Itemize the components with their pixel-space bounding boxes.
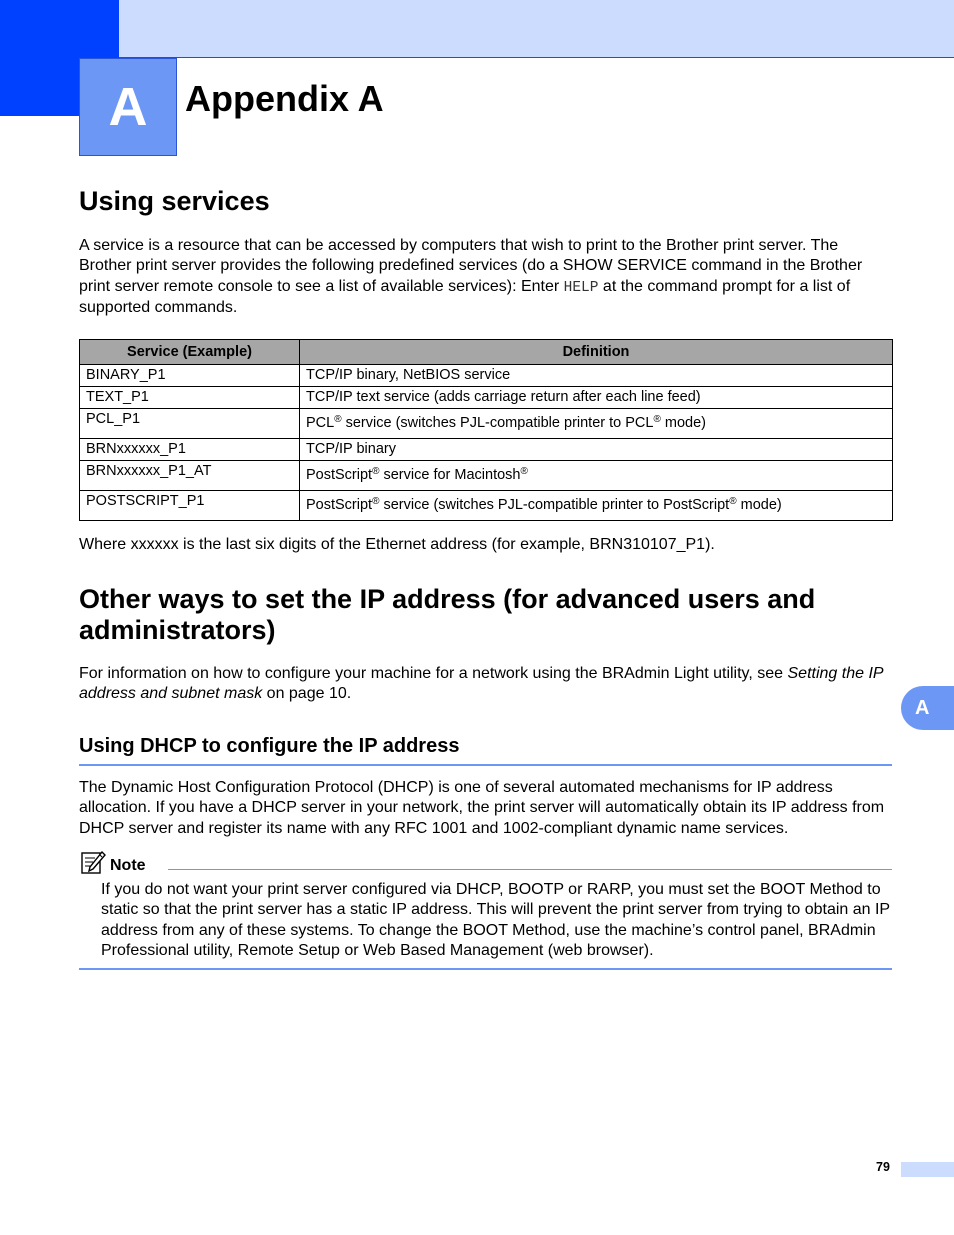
registered-mark: ® xyxy=(334,414,342,425)
help-command: HELP xyxy=(563,279,599,296)
note-top-rule xyxy=(168,869,892,870)
cross-reference-link: Setting the IP address and subnet mask xyxy=(79,665,883,703)
footer-bar xyxy=(901,1162,954,1177)
table-row xyxy=(80,491,893,521)
service-cell: BRNxxxxxx_P1_AT xyxy=(80,461,300,491)
appendix-side-tab: A xyxy=(901,686,954,730)
page-number: 79 xyxy=(876,1160,890,1174)
definition-cell: PostScript® service for Macintosh® xyxy=(300,461,893,491)
table-header-row xyxy=(80,340,893,365)
registered-mark: ® xyxy=(653,414,661,425)
table-row xyxy=(80,439,893,461)
service-cell: TEXT_P1 xyxy=(80,387,300,409)
definition-cell: PCL® service (switches PJL-compatible printer to PCL® mode) xyxy=(300,409,893,439)
chapter-badge xyxy=(79,58,177,156)
service-cell: BINARY_P1 xyxy=(80,365,300,387)
chapter-letter: A xyxy=(108,77,148,137)
registered-mark: ® xyxy=(372,496,380,507)
table-row xyxy=(80,387,893,409)
definition-cell: PostScript® service (switches PJL-compatible printer to PostScript® mode) xyxy=(300,491,893,521)
column-header-definition: Definition xyxy=(300,340,893,365)
definition-cell: TCP/IP text service (adds carriage return after each line feed) xyxy=(300,387,893,409)
note-bottom-rule xyxy=(79,968,892,970)
heading-other-ways: Other ways to set the IP address (for advanced users and administrators) xyxy=(79,584,816,645)
definition-cell: TCP/IP binary xyxy=(300,439,893,461)
table-row xyxy=(80,461,893,491)
heading-dhcp: Using DHCP to configure the IP address xyxy=(79,735,460,757)
chapter-title: Appendix A xyxy=(185,78,384,119)
service-cell: POSTSCRIPT_P1 xyxy=(80,491,300,521)
services-table xyxy=(79,339,893,521)
registered-mark: ® xyxy=(372,466,380,477)
table-row xyxy=(80,365,893,387)
table-row xyxy=(80,409,893,439)
other-ways-paragraph: For information on how to configure your machine for a network using the BRAdmin Light utility, see Setting the IP address and subnet mask on page 10. xyxy=(79,665,883,703)
services-footnote: Where xxxxxx is the last six digits of the Ethernet address (for example, BRN310107_P1). xyxy=(79,536,715,553)
note-label: Note xyxy=(110,857,146,874)
definition-cell: TCP/IP binary, NetBIOS service xyxy=(300,365,893,387)
services-intro: A service is a resource that can be accessed by computers that wish to print to the Brother print server. The Brother print server provides the following predefined services (do a SHOW SERVICE command in the Brother print server remote console to see a list of available services): Enter HELP at the command prompt for a list of supported commands. xyxy=(79,237,863,316)
service-cell: PCL_P1 xyxy=(80,409,300,439)
dhcp-paragraph: The Dynamic Host Configuration Protocol (DHCP) is one of several automated mechanisms for IP address allocation. If you have a DHCP server in your network, the print server will automatically obtain its IP address from DHCP server and register its name with any RFC 1001 and 1002-compliant dynamic name services. xyxy=(79,779,885,837)
header-band xyxy=(0,0,954,58)
note-text: If you do not want your print server configured via DHCP, BOOTP or RARP, you must set the BOOT Method to static so that the print server has a static IP address. This will prevent the print server from trying to obtain an IP address from any of these systems. To change the BOOT Method, use the machine’s control panel, BRAdmin Professional utility, Remote Setup or Web Based Management (web browser). xyxy=(101,881,890,959)
heading-using-services: Using services xyxy=(79,186,270,216)
service-cell: BRNxxxxxx_P1 xyxy=(80,439,300,461)
heading-underline xyxy=(79,764,892,766)
registered-mark: ® xyxy=(520,466,528,477)
column-header-service: Service (Example) xyxy=(80,340,300,365)
registered-mark: ® xyxy=(729,496,737,507)
note-pencil-icon xyxy=(80,850,106,876)
